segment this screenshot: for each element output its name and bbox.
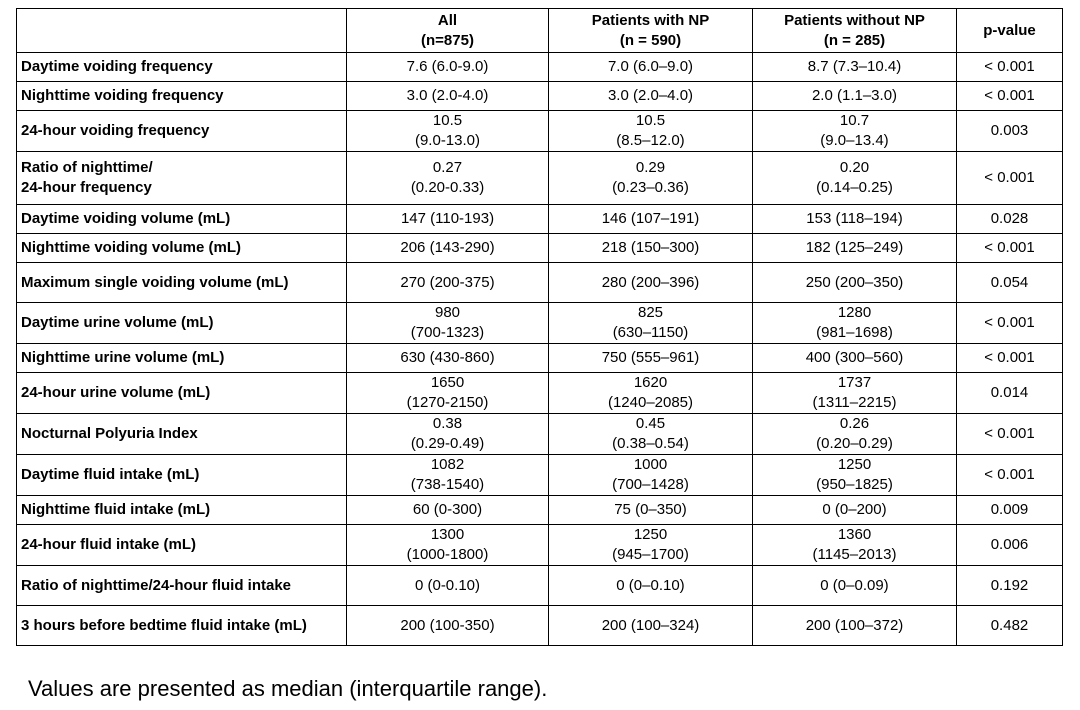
cell-without-np: 1280 (981–1698) <box>753 303 957 344</box>
cell-all: 206 (143-290) <box>347 234 549 263</box>
cell-with-np: 825 (630–1150) <box>549 303 753 344</box>
table-row <box>17 152 1063 205</box>
cell-p-value: < 0.001 <box>957 234 1063 263</box>
data-table <box>16 8 1063 646</box>
footnote: Values are presented as median (interquartile range). <box>28 676 548 701</box>
header-row <box>17 9 1063 53</box>
cell-p-value: < 0.001 <box>957 455 1063 496</box>
cell-with-np: 1250 (945–1700) <box>549 525 753 566</box>
row-label: Nocturnal Polyuria Index <box>17 414 347 455</box>
cell-without-np: 8.7 (7.3–10.4) <box>753 53 957 82</box>
row-label: Daytime fluid intake (mL) <box>17 455 347 496</box>
cell-p-value: < 0.001 <box>957 152 1063 205</box>
row-label: Nighttime voiding frequency <box>17 82 347 111</box>
cell-without-np: 400 (300–560) <box>753 344 957 373</box>
cell-all: 3.0 (2.0-4.0) <box>347 82 549 111</box>
cell-without-np: 1737 (1311–2215) <box>753 373 957 414</box>
cell-without-np: 1250 (950–1825) <box>753 455 957 496</box>
cell-with-np: 10.5 (8.5–12.0) <box>549 111 753 152</box>
cell-all: 1650 (1270-2150) <box>347 373 549 414</box>
table-row <box>17 82 1063 111</box>
header-cell-without-np: Patients without NP (n = 285) <box>753 9 957 53</box>
table-row <box>17 205 1063 234</box>
table-row <box>17 303 1063 344</box>
cell-all: 980 (700-1323) <box>347 303 549 344</box>
cell-all: 1082 (738-1540) <box>347 455 549 496</box>
table-row <box>17 566 1063 606</box>
row-label: Ratio of nighttime/ 24-hour frequency <box>17 152 347 205</box>
row-label: Nighttime fluid intake (mL) <box>17 496 347 525</box>
cell-without-np: 182 (125–249) <box>753 234 957 263</box>
cell-without-np: 2.0 (1.1–3.0) <box>753 82 957 111</box>
cell-without-np: 250 (200–350) <box>753 263 957 303</box>
cell-all: 200 (100-350) <box>347 606 549 646</box>
table-row <box>17 606 1063 646</box>
cell-with-np: 218 (150–300) <box>549 234 753 263</box>
table-row <box>17 111 1063 152</box>
cell-without-np: 0 (0–0.09) <box>753 566 957 606</box>
cell-with-np: 7.0 (6.0–9.0) <box>549 53 753 82</box>
cell-p-value: 0.014 <box>957 373 1063 414</box>
cell-all: 0 (0-0.10) <box>347 566 549 606</box>
row-label: 24-hour fluid intake (mL) <box>17 525 347 566</box>
cell-without-np: 1360 (1145–2013) <box>753 525 957 566</box>
cell-p-value: < 0.001 <box>957 53 1063 82</box>
table-body <box>17 53 1063 646</box>
table-row <box>17 234 1063 263</box>
header-cell-with-np: Patients with NP (n = 590) <box>549 9 753 53</box>
cell-p-value: 0.006 <box>957 525 1063 566</box>
cell-all: 60 (0-300) <box>347 496 549 525</box>
cell-without-np: 10.7 (9.0–13.4) <box>753 111 957 152</box>
header-cell-p-value: p-value <box>957 9 1063 53</box>
cell-with-np: 146 (107–191) <box>549 205 753 234</box>
cell-p-value: 0.003 <box>957 111 1063 152</box>
cell-with-np: 0 (0–0.10) <box>549 566 753 606</box>
table-row <box>17 525 1063 566</box>
cell-with-np: 3.0 (2.0–4.0) <box>549 82 753 111</box>
cell-with-np: 1620 (1240–2085) <box>549 373 753 414</box>
table-row <box>17 344 1063 373</box>
cell-with-np: 750 (555–961) <box>549 344 753 373</box>
row-label: Ratio of nighttime/24-hour fluid intake <box>17 566 347 606</box>
cell-p-value: 0.028 <box>957 205 1063 234</box>
row-label: 3 hours before bedtime fluid intake (mL) <box>17 606 347 646</box>
header-cell-blank <box>17 9 347 53</box>
cell-with-np: 1000 (700–1428) <box>549 455 753 496</box>
cell-with-np: 75 (0–350) <box>549 496 753 525</box>
cell-without-np: 0.26 (0.20–0.29) <box>753 414 957 455</box>
cell-p-value: 0.192 <box>957 566 1063 606</box>
cell-p-value: < 0.001 <box>957 82 1063 111</box>
row-label: Nighttime urine volume (mL) <box>17 344 347 373</box>
cell-without-np: 200 (100–372) <box>753 606 957 646</box>
cell-all: 270 (200-375) <box>347 263 549 303</box>
cell-without-np: 0.20 (0.14–0.25) <box>753 152 957 205</box>
cell-without-np: 0 (0–200) <box>753 496 957 525</box>
cell-p-value: < 0.001 <box>957 344 1063 373</box>
row-label: Daytime voiding volume (mL) <box>17 205 347 234</box>
table-row <box>17 496 1063 525</box>
cell-with-np: 0.45 (0.38–0.54) <box>549 414 753 455</box>
cell-p-value: < 0.001 <box>957 414 1063 455</box>
cell-with-np: 280 (200–396) <box>549 263 753 303</box>
cell-with-np: 200 (100–324) <box>549 606 753 646</box>
cell-all: 630 (430-860) <box>347 344 549 373</box>
row-label: Daytime voiding frequency <box>17 53 347 82</box>
table-row <box>17 263 1063 303</box>
row-label: 24-hour voiding frequency <box>17 111 347 152</box>
table-row <box>17 414 1063 455</box>
table-row <box>17 455 1063 496</box>
row-label: Maximum single voiding volume (mL) <box>17 263 347 303</box>
cell-all: 10.5 (9.0-13.0) <box>347 111 549 152</box>
cell-all: 0.27 (0.20-0.33) <box>347 152 549 205</box>
table-row <box>17 373 1063 414</box>
cell-p-value: < 0.001 <box>957 303 1063 344</box>
cell-all: 1300 (1000-1800) <box>347 525 549 566</box>
row-label: 24-hour urine volume (mL) <box>17 373 347 414</box>
cell-p-value: 0.009 <box>957 496 1063 525</box>
cell-all: 7.6 (6.0-9.0) <box>347 53 549 82</box>
table-row <box>17 53 1063 82</box>
header-cell-all: All (n=875) <box>347 9 549 53</box>
cell-without-np: 153 (118–194) <box>753 205 957 234</box>
cell-all: 147 (110-193) <box>347 205 549 234</box>
cell-p-value: 0.482 <box>957 606 1063 646</box>
cell-p-value: 0.054 <box>957 263 1063 303</box>
cell-all: 0.38 (0.29-0.49) <box>347 414 549 455</box>
row-label: Daytime urine volume (mL) <box>17 303 347 344</box>
cell-with-np: 0.29 (0.23–0.36) <box>549 152 753 205</box>
row-label: Nighttime voiding volume (mL) <box>17 234 347 263</box>
